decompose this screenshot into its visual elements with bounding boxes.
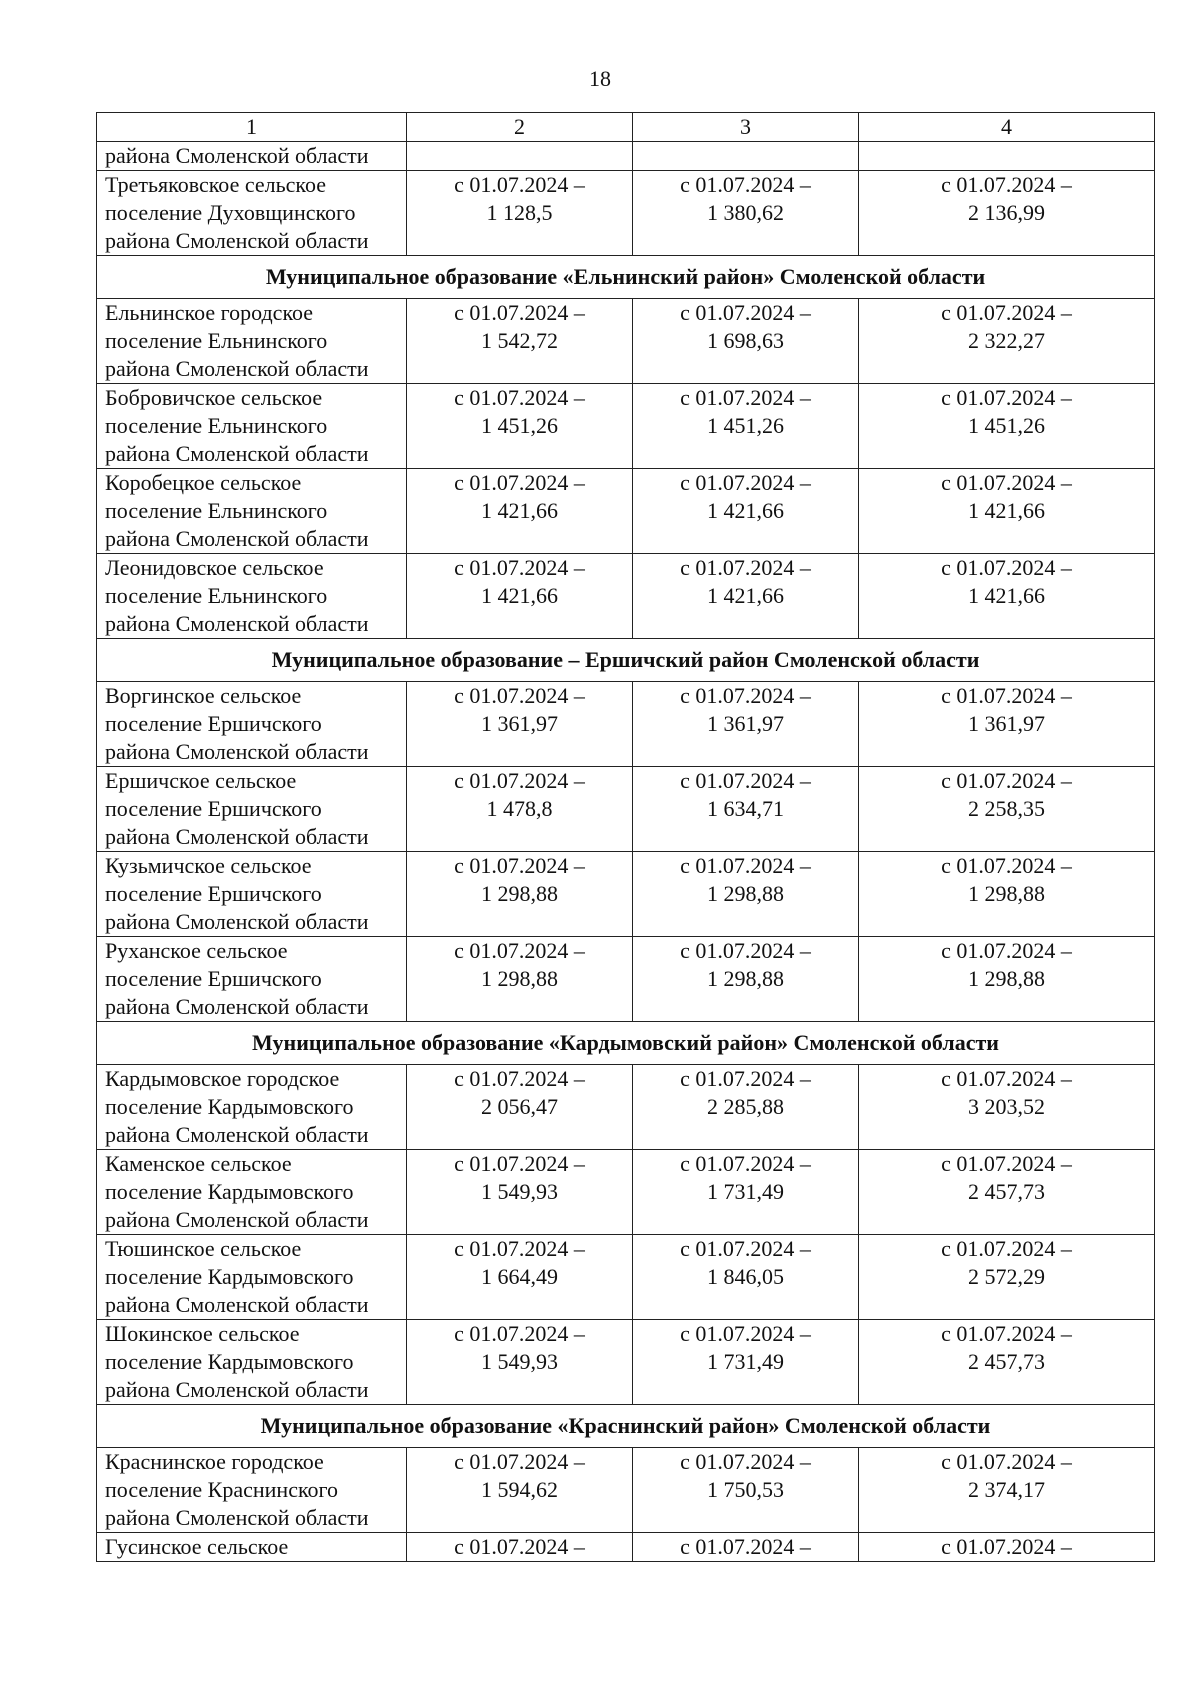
tariff-cell — [407, 299, 633, 384]
tariff-value: 2 136,99 — [968, 200, 1045, 225]
tariff-date: с 01.07.2024 – — [680, 385, 811, 410]
table-row — [97, 682, 1155, 767]
table-row — [97, 1320, 1155, 1405]
settlement-name-line: района Смоленской области — [105, 909, 369, 934]
tariff-value: 2 572,29 — [968, 1264, 1045, 1289]
tariff-date: с 01.07.2024 – — [680, 853, 811, 878]
settlement-name-line: Леонидовское сельское — [105, 555, 324, 580]
settlement-name-line: района Смоленской области — [105, 1292, 369, 1317]
settlement-name-line: поселение Духовщинского — [105, 200, 356, 225]
tariff-cell — [633, 1065, 859, 1150]
section-title: Муниципальное образование «Ельнинский район» Смоленской области — [97, 256, 1155, 299]
settlement-name-line: района Смоленской области — [105, 143, 369, 168]
tariff-value: 1 634,71 — [707, 796, 784, 821]
settlement-name-line: района Смоленской области — [105, 611, 369, 636]
tariff-value: 1 549,93 — [481, 1349, 558, 1374]
settlement-name-line: Шокинское сельское — [105, 1321, 300, 1346]
settlement-name-line: района Смоленской области — [105, 1377, 369, 1402]
section-title: Муниципальное образование «Кардымовский район» Смоленской области — [97, 1022, 1155, 1065]
tariff-value: 1 421,66 — [481, 498, 558, 523]
tariff-date: с 01.07.2024 – — [680, 1151, 811, 1176]
settlement-name-line: Краснинское городское — [105, 1449, 324, 1474]
table-row — [97, 937, 1155, 1022]
tariff-value: 2 374,17 — [968, 1477, 1045, 1502]
header-row — [97, 113, 1155, 142]
settlement-name-line: района Смоленской области — [105, 739, 369, 764]
settlement-name-line: поселение Ельнинского — [105, 328, 328, 353]
settlement-name-line: поселение Ельнинского — [105, 413, 328, 438]
table-row — [97, 554, 1155, 639]
tariff-date: с 01.07.2024 – — [941, 1449, 1072, 1474]
tariff-cell — [859, 384, 1155, 469]
table-row — [97, 142, 1155, 171]
tariff-cell — [633, 469, 859, 554]
settlement-name-line: Ершичское сельское — [105, 768, 297, 793]
tariff-date: с 01.07.2024 – — [941, 1321, 1072, 1346]
tariff-date: с 01.07.2024 – — [680, 172, 811, 197]
settlement-name-line: Кардымовское городское — [105, 1066, 340, 1091]
section-row — [97, 1405, 1155, 1448]
tariff-date: с 01.07.2024 – — [454, 683, 585, 708]
tariff-cell — [859, 852, 1155, 937]
tariff-date: с 01.07.2024 – — [454, 1066, 585, 1091]
tariff-date: с 01.07.2024 – — [941, 555, 1072, 580]
section-title: Муниципальное образование «Краснинский район» Смоленской области — [97, 1405, 1155, 1448]
tariff-date: с 01.07.2024 – — [941, 1151, 1072, 1176]
settlement-name-line: района Смоленской области — [105, 824, 369, 849]
settlement-name-line: Тюшинское сельское — [105, 1236, 302, 1261]
settlement-name-cell — [97, 554, 407, 639]
tariff-value: 2 258,35 — [968, 796, 1045, 821]
tariff-value: 1 298,88 — [707, 966, 784, 991]
tariff-cell — [633, 852, 859, 937]
tariff-cell — [633, 142, 859, 171]
table-row — [97, 1065, 1155, 1150]
tariff-cell — [407, 1150, 633, 1235]
table-row — [97, 1235, 1155, 1320]
table-row — [97, 1533, 1155, 1562]
settlement-name-line: Руханское сельское — [105, 938, 288, 963]
settlement-name-cell — [97, 937, 407, 1022]
column-header: 2 — [407, 113, 633, 142]
tariff-cell — [407, 767, 633, 852]
tariff-value: 1 361,97 — [707, 711, 784, 736]
tariff-value: 3 203,52 — [968, 1094, 1045, 1119]
tariff-value: 1 361,97 — [968, 711, 1045, 736]
settlement-name-cell — [97, 384, 407, 469]
section-title: Муниципальное образование – Ершичский район Смоленской области — [97, 639, 1155, 682]
tariff-cell — [407, 171, 633, 256]
settlement-name-line: района Смоленской области — [105, 526, 369, 551]
tariff-cell — [859, 1235, 1155, 1320]
tariff-cell — [859, 1150, 1155, 1235]
tariff-cell — [633, 682, 859, 767]
tariff-cell — [633, 1448, 859, 1533]
tariff-date: с 01.07.2024 – — [941, 938, 1072, 963]
tariff-cell — [633, 1533, 859, 1562]
settlement-name-line: поселение Кардымовского — [105, 1094, 354, 1119]
tariff-cell — [407, 1448, 633, 1533]
page-number: 18 — [589, 66, 611, 91]
tariff-date: с 01.07.2024 – — [941, 768, 1072, 793]
settlement-name-line: поселение Кардымовского — [105, 1349, 354, 1374]
tariff-date: с 01.07.2024 – — [680, 1236, 811, 1261]
tariff-cell — [407, 1235, 633, 1320]
settlement-name-line: Гусинское сельское — [105, 1534, 289, 1559]
settlement-name-line: поселение Краснинского — [105, 1477, 339, 1502]
table-row — [97, 384, 1155, 469]
settlement-name-cell — [97, 1235, 407, 1320]
tariff-date: с 01.07.2024 – — [680, 1449, 811, 1474]
tariff-cell — [859, 1533, 1155, 1562]
tariff-date: с 01.07.2024 – — [680, 683, 811, 708]
settlement-name-line: поселение Ершичского — [105, 881, 322, 906]
table-row — [97, 1150, 1155, 1235]
settlement-name-cell — [97, 142, 407, 171]
column-header: 3 — [633, 113, 859, 142]
tariff-cell — [407, 469, 633, 554]
tariff-cell — [633, 171, 859, 256]
tariff-cell — [859, 469, 1155, 554]
settlement-name-line: поселение Ершичского — [105, 796, 322, 821]
tariff-value: 1 298,88 — [481, 966, 558, 991]
tariff-date: с 01.07.2024 – — [941, 172, 1072, 197]
tariff-value: 1 451,26 — [968, 413, 1045, 438]
tariff-date: с 01.07.2024 – — [941, 1534, 1072, 1559]
settlement-name-line: района Смоленской области — [105, 1122, 369, 1147]
settlement-name-cell — [97, 171, 407, 256]
tariff-value: 1 361,97 — [481, 711, 558, 736]
tariff-cell — [633, 937, 859, 1022]
tariff-value: 2 457,73 — [968, 1179, 1045, 1204]
settlement-name-line: района Смоленской области — [105, 1207, 369, 1232]
tariff-value: 2 457,73 — [968, 1349, 1045, 1374]
tariff-cell — [633, 299, 859, 384]
tariff-value: 1 380,62 — [707, 200, 784, 225]
table-body — [97, 142, 1155, 1562]
tariff-value: 2 285,88 — [707, 1094, 784, 1119]
tariff-date: с 01.07.2024 – — [941, 470, 1072, 495]
settlement-name-line: Ельнинское городское — [105, 300, 314, 325]
tariff-cell — [859, 1448, 1155, 1533]
tariff-cell — [633, 767, 859, 852]
tariff-value: 2 322,27 — [968, 328, 1045, 353]
tariff-date: с 01.07.2024 – — [941, 1066, 1072, 1091]
tariff-date: с 01.07.2024 – — [680, 1534, 811, 1559]
settlement-name-line: района Смоленской области — [105, 441, 369, 466]
tariff-cell — [407, 1533, 633, 1562]
tariff-date: с 01.07.2024 – — [454, 1449, 585, 1474]
tariff-date: с 01.07.2024 – — [454, 1321, 585, 1346]
tariff-cell — [407, 937, 633, 1022]
tariff-date: с 01.07.2024 – — [680, 470, 811, 495]
tariff-date: с 01.07.2024 – — [454, 1534, 585, 1559]
column-header: 1 — [97, 113, 407, 142]
tariff-cell — [633, 1150, 859, 1235]
tariff-date: с 01.07.2024 – — [454, 1151, 585, 1176]
tariff-date: с 01.07.2024 – — [680, 768, 811, 793]
tariff-cell — [407, 142, 633, 171]
section-row — [97, 256, 1155, 299]
tariff-value: 1 549,93 — [481, 1179, 558, 1204]
tariff-value: 1 451,26 — [707, 413, 784, 438]
tariff-value: 1 421,66 — [707, 498, 784, 523]
table-row — [97, 171, 1155, 256]
settlement-name-line: Третьяковское сельское — [105, 172, 327, 197]
tariff-value: 1 542,72 — [481, 328, 558, 353]
tariff-cell — [407, 384, 633, 469]
settlement-name-cell — [97, 767, 407, 852]
tariff-value: 1 664,49 — [481, 1264, 558, 1289]
settlement-name-line: поселение Ершичского — [105, 711, 322, 736]
tariff-date: с 01.07.2024 – — [680, 938, 811, 963]
tariff-value: 1 451,26 — [481, 413, 558, 438]
tariff-value: 1 128,5 — [486, 200, 553, 225]
tariff-cell — [859, 299, 1155, 384]
settlement-name-line: поселение Ельнинского — [105, 583, 328, 608]
settlement-name-line: поселение Кардымовского — [105, 1179, 354, 1204]
settlement-name-line: поселение Ельнинского — [105, 498, 328, 523]
tariff-cell — [407, 1320, 633, 1405]
tariff-cell — [859, 767, 1155, 852]
settlement-name-cell — [97, 1533, 407, 1562]
tariff-value: 1 298,88 — [968, 881, 1045, 906]
settlement-name-cell — [97, 469, 407, 554]
tariff-date: с 01.07.2024 – — [454, 385, 585, 410]
settlement-name-cell — [97, 682, 407, 767]
settlement-name-cell — [97, 852, 407, 937]
tariff-value: 1 698,63 — [707, 328, 784, 353]
tariff-date: с 01.07.2024 – — [454, 555, 585, 580]
tariff-date: с 01.07.2024 – — [941, 385, 1072, 410]
tariff-value: 1 731,49 — [707, 1349, 784, 1374]
tariff-cell — [407, 1065, 633, 1150]
section-row — [97, 639, 1155, 682]
tariff-date: с 01.07.2024 – — [454, 172, 585, 197]
tariff-value: 1 421,66 — [968, 583, 1045, 608]
table-row — [97, 767, 1155, 852]
tariff-value: 1 750,53 — [707, 1477, 784, 1502]
tariff-table — [96, 112, 1155, 1562]
tariff-value: 1 421,66 — [707, 583, 784, 608]
settlement-name-line: Каменское сельское — [105, 1151, 292, 1176]
settlement-name-line: района Смоленской области — [105, 228, 369, 253]
tariff-value: 1 731,49 — [707, 1179, 784, 1204]
tariff-cell — [633, 384, 859, 469]
settlement-name-line: Воргинское сельское — [105, 683, 302, 708]
tariff-cell — [633, 554, 859, 639]
tariff-value: 1 421,66 — [481, 583, 558, 608]
tariff-value: 1 298,88 — [707, 881, 784, 906]
tariff-cell — [859, 554, 1155, 639]
tariff-value: 1 298,88 — [481, 881, 558, 906]
tariff-date: с 01.07.2024 – — [454, 1236, 585, 1261]
section-row — [97, 1022, 1155, 1065]
tariff-date: с 01.07.2024 – — [454, 768, 585, 793]
tariff-cell — [859, 1065, 1155, 1150]
tariff-cell — [859, 937, 1155, 1022]
tariff-date: с 01.07.2024 – — [680, 300, 811, 325]
tariff-date: с 01.07.2024 – — [454, 470, 585, 495]
table-row — [97, 852, 1155, 937]
tariff-date: с 01.07.2024 – — [680, 555, 811, 580]
settlement-name-line: поселение Кардымовского — [105, 1264, 354, 1289]
tariff-cell — [407, 554, 633, 639]
column-header: 4 — [859, 113, 1155, 142]
settlement-name-cell — [97, 1320, 407, 1405]
tariff-value: 1 846,05 — [707, 1264, 784, 1289]
tariff-date: с 01.07.2024 – — [941, 1236, 1072, 1261]
tariff-date: с 01.07.2024 – — [680, 1066, 811, 1091]
settlement-name-line: района Смоленской области — [105, 994, 369, 1019]
tariff-date: с 01.07.2024 – — [454, 300, 585, 325]
tariff-value: 2 056,47 — [481, 1094, 558, 1119]
tariff-date: с 01.07.2024 – — [454, 853, 585, 878]
tariff-cell — [633, 1320, 859, 1405]
settlement-name-cell — [97, 1065, 407, 1150]
settlement-name-line: района Смоленской области — [105, 356, 369, 381]
settlement-name-cell — [97, 1150, 407, 1235]
tariff-date: с 01.07.2024 – — [941, 300, 1072, 325]
tariff-cell — [859, 682, 1155, 767]
table-row — [97, 1448, 1155, 1533]
tariff-cell — [859, 171, 1155, 256]
tariff-cell — [859, 1320, 1155, 1405]
table-row — [97, 469, 1155, 554]
settlement-name-cell — [97, 299, 407, 384]
tariff-date: с 01.07.2024 – — [941, 683, 1072, 708]
tariff-date: с 01.07.2024 – — [454, 938, 585, 963]
tariff-value: 1 421,66 — [968, 498, 1045, 523]
tariff-cell — [859, 142, 1155, 171]
settlement-name-line: Бобровичское сельское — [105, 385, 323, 410]
settlement-name-line: Коробецкое сельское — [105, 470, 302, 495]
tariff-value: 1 478,8 — [486, 796, 553, 821]
table-row — [97, 299, 1155, 384]
tariff-value: 1 594,62 — [481, 1477, 558, 1502]
tariff-cell — [633, 1235, 859, 1320]
settlement-name-cell — [97, 1448, 407, 1533]
settlement-name-line: поселение Ершичского — [105, 966, 322, 991]
settlement-name-line: района Смоленской области — [105, 1505, 369, 1530]
tariff-cell — [407, 852, 633, 937]
tariff-value: 1 298,88 — [968, 966, 1045, 991]
settlement-name-line: Кузьмичское сельское — [105, 853, 312, 878]
tariff-date: с 01.07.2024 – — [680, 1321, 811, 1346]
tariff-cell — [407, 682, 633, 767]
tariff-date: с 01.07.2024 – — [941, 853, 1072, 878]
